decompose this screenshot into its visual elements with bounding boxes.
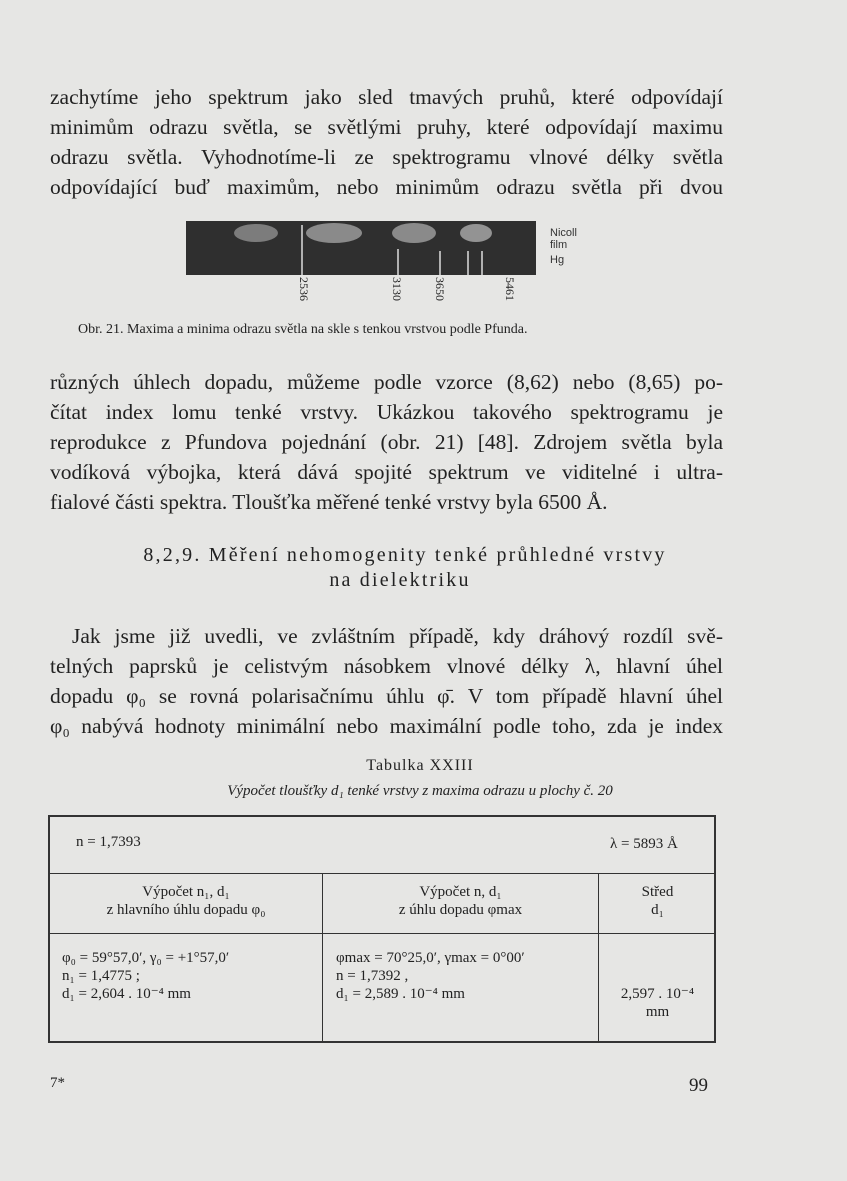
value-line: n₁ = 1,4775 ; — [62, 968, 140, 984]
figure-caption: Obr. 21. Maxima a minima odrazu světla na skle s tenkou vrstvou podle Pfunda. — [78, 322, 528, 337]
col3-header — [599, 883, 716, 919]
value-line: d₁ = 2,604 . 10⁻⁴ mm — [62, 986, 191, 1002]
col3-values — [599, 985, 716, 1021]
lambda-value: λ = 5893 Å — [610, 836, 678, 852]
value-line: mm — [645, 1004, 670, 1020]
wavelength-label: 5461 — [503, 277, 517, 301]
col2-values — [336, 949, 525, 1003]
text-line: minimům odrazu světla, se světlými pruhy, které odpovídají maximu — [50, 115, 723, 139]
header-line: d₁ — [651, 902, 664, 918]
value-line: d₁ = 2,589 . 10⁻⁴ mm — [336, 986, 465, 1002]
text-line: reprodukce z Pfundova pojednání (obr. 21) [48]. Zdrojem světla byla — [50, 430, 723, 454]
paragraph-3 — [50, 621, 723, 741]
paragraph-1 — [50, 82, 723, 202]
value-line: φmax = 70°25,0′, γmax = 0°00′ — [336, 950, 525, 966]
paragraph-2 — [50, 367, 723, 517]
spectrogram-image — [186, 221, 536, 275]
table-rule — [50, 933, 714, 934]
col2-header — [323, 883, 598, 919]
header-line: z hlavního úhlu dopadu φ₀ — [106, 902, 266, 918]
text-line: odrazu světla. Vyhodnotíme-li ze spektrogramu vlnové délky světla — [50, 145, 723, 169]
text-line: telných paprsků je celistvým násobkem vlnové délky λ, hlavní úhel — [50, 654, 723, 678]
page-number: 99 — [689, 1075, 708, 1096]
text-line: Jak jsme již uvedli, ve zvláštním případě, kdy dráhový rozdíl svě- — [72, 624, 723, 648]
data-table — [48, 815, 716, 1043]
table-label: Tabulka XXIII — [366, 757, 474, 774]
text-line: fialové části spektra. Tloušťka měřené tenké vrstvy byla 6500 Å. — [50, 490, 608, 514]
text-line: různých úhlech dopadu, můžeme podle vzorce (8,62) nebo (8,65) po- — [50, 370, 723, 394]
text-line: odpovídající buď maximům, nebo minimům odrazu světla při dvou — [50, 175, 723, 199]
text-line: φ₀ nabývá hodnoty minimální nebo maximální podle toho, zda je index — [50, 714, 723, 738]
header-line: Výpočet n₁, d₁ — [142, 884, 230, 900]
wavelength-label: 3130 — [390, 277, 404, 301]
signature-mark: 7* — [50, 1075, 65, 1091]
value-line: 2,597 . 10⁻⁴ — [620, 986, 695, 1002]
spectrogram-figure — [186, 221, 577, 301]
figure-label-hg: Hg — [550, 254, 565, 266]
text-line: vodíková výbojka, která dává spojité spektrum ve viditelné i ultra- — [50, 460, 723, 484]
table-rule — [50, 873, 714, 874]
wavelength-label: 2536 — [297, 277, 311, 301]
text-line: čítat index lomu tenké vrstvy. Ukázkou takového spektrogramu je — [50, 400, 723, 424]
col1-values — [62, 949, 229, 1003]
col1-header — [50, 883, 322, 919]
header-line: Výpočet n, d₁ — [419, 884, 502, 900]
header-line: z úhlu dopadu φmax — [398, 902, 523, 918]
section-heading: 8,2,9. Měření nehomogenity tenké průhledné vrstvy — [143, 544, 667, 566]
value-line: n = 1,7392 , — [336, 968, 409, 984]
section-heading-line2: na dielektriku — [329, 569, 471, 591]
text-line: zachytíme jeho spektrum jako sled tmavých pruhů, které odpovídají — [50, 85, 723, 109]
figure-label-nicoll: Nicoll film — [550, 227, 577, 251]
text-line: dopadu φ₀ se rovná polarisačnímu úhlu φ̄. V tom případě hlavní úhel — [50, 684, 723, 708]
header-line: Střed — [641, 884, 674, 900]
n-value: n = 1,7393 — [76, 834, 141, 850]
wavelength-label: 3650 — [433, 277, 447, 301]
value-line: φ₀ = 59°57,0′, γ₀ = +1°57,0′ — [62, 950, 230, 966]
table-caption: Výpočet tloušťky d₁ tenké vrstvy z maxima odrazu u plochy č. 20 — [227, 783, 613, 799]
